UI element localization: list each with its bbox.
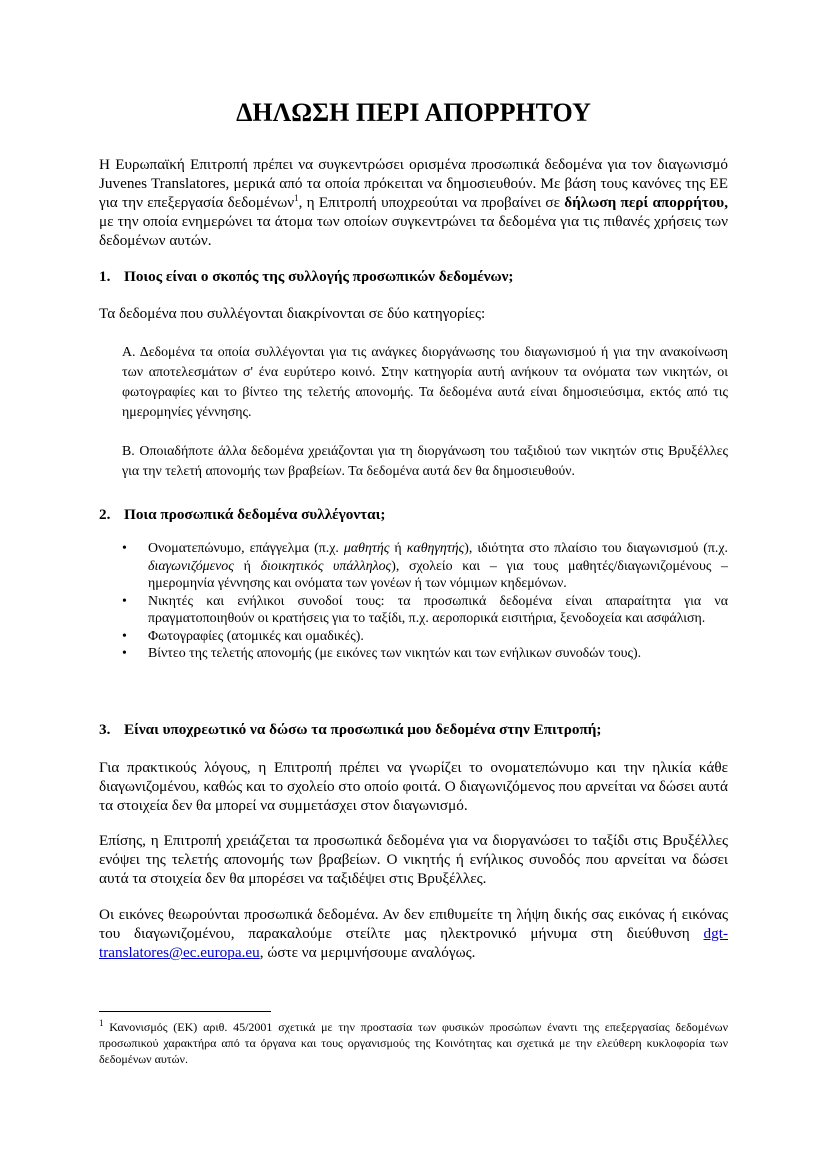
intro-paragraph	[99, 155, 728, 250]
intro-text-3: με την οποία ενημερώνει τα άτομα των οποίων συγκεντρώνει τα δεδομένα για τις πιθανές χρήσεις των δεδομένων αυτών.	[99, 213, 728, 249]
list-item: • Ονοματεπώνυμο, επάγγελμα (π.χ. μαθητής ή καθηγητής), ιδιότητα στο πλαίσιο του διαγωνισμού (π.χ. διαγωνιζόμενος ή διοικητικός υπάλληλος), σχολείο και – για τους μαθητές/διαγωνιζομένους – ημερομηνία γέννησης και ονόματα των γονέων ή των νόμιμων κηδεμόνων.	[122, 541, 728, 591]
footnote-text: Κανονισμός (ΕΚ) αριθ. 45/2001 σχετικά με την προστασία των φυσικών προσώπων έναντι της επεξεργασίας δεδομένων προσωπικού χαρακτήρα από τα όργανα και τους οργανισμούς της Κοινότητας και σχετικά με την ελεύθερη κυκλοφορία των δεδομένων αυτών.	[99, 1020, 728, 1066]
list-item: • Φωτογραφίες (ατομικές και ομαδικές).	[122, 628, 364, 644]
section-heading-text: Ποια προσωπικά δεδομένα συλλέγονται;	[124, 506, 386, 523]
list-item: • Βίντεο της τελετής απονομής (με εικόνες των νικητών και των ενήλικων συνοδών τους).	[122, 646, 642, 661]
footnote-reference[interactable]: 1	[294, 192, 299, 203]
footnote-divider	[99, 1011, 271, 1012]
email-link[interactable]: dgt-translatores@ec.europa.eu	[99, 925, 728, 961]
section-1-heading	[99, 267, 728, 286]
intro-text-1: Η Ευρωπαϊκή Επιτροπή πρέπει να συγκεντρώσει ορισμένα προσωπικά δεδομένα για τον διαγωνισμό Juvenes Translatores, μερικά από τα οποία πρόκειται να δημοσιευθούν. Με βάση τους κανόνες της ΕΕ για την επεξεργασία δεδομένων	[99, 156, 728, 211]
bullet-icon: •	[122, 593, 127, 609]
section-3-paragraph-3: Οι εικόνες θεωρούνται προσωπικά δεδομένα. Αν δεν επιθυμείτε τη λήψη δικής σας εικόνας ή εικόνας του διαγωνιζομένου, παρακαλούμε στείλτε μας ηλεκτρονικό μήνυμα στη διεύθυνση dgt-translatores@ec.europa.eu, ώστε να μεριμνήσουμε αναλόγως.	[99, 906, 728, 961]
footnote	[99, 1019, 728, 1067]
section-number: 2.	[99, 506, 111, 523]
section-heading-text: Ποιος είναι ο σκοπός της συλλογής προσωπικών δεδομένων;	[124, 268, 514, 285]
section-3-paragraph-2: Επίσης, η Επιτροπή χρειάζεται τα προσωπικά δεδομένα για να διοργανώσει το ταξίδι στις Βρυξέλλες ενόψει της τελετής απονομής των βραβείων. Ο νικητής ή ενήλικος συνοδός που αρνείται να δώσει αυτά τα στοιχεία δεν θα μπορέσει να ταξιδέψει στις Βρυξέλλες.	[99, 832, 728, 887]
section-2-heading	[99, 505, 728, 524]
section-number: 3.	[99, 721, 111, 738]
personal-data-list	[122, 540, 728, 663]
category-a-paragraph: Α. Δεδομένα τα οποία συλλέγονται για τις ανάγκες διοργάνωσης του διαγωνισμού ή για την ανακοίνωση των αποτελεσμάτων σ' ένα ευρύτερο κοινό. Στην κατηγορία αυτή ανήκουν τα ονόματα των νικητών, οι φωτογραφίες και το βίντεο της τελετής απονομής. Τα δεδομένα αυτά είναι δημοσιεύσιμα, εκτός από τις ημερομηνίες γέννησης.	[122, 345, 728, 420]
bullet-icon: •	[122, 541, 127, 556]
list-item: • Νικητές και ενήλικοι συνοδοί τους: τα προσωπικά δεδομένα είναι απαραίτητα για να πραγματοποιηθούν οι κρατήσεις για το ταξίδι, π.χ. αεροπορικά εισιτήρια, ξενοδοχεία και ασφάλιση.	[122, 593, 728, 626]
footnote-marker: 1	[99, 1018, 104, 1028]
bullet-icon: •	[122, 646, 127, 661]
bullet-icon: •	[122, 628, 127, 644]
intro-text-2: , η Επιτροπή υποχρεούται να προβαίνει σε	[298, 194, 565, 211]
page-title: ΔΗΛΩΣΗ ΠΕΡΙ ΑΠΟΡΡΗΤΟΥ	[236, 98, 591, 127]
category-b-paragraph: Β. Οποιαδήποτε άλλα δεδομένα χρειάζονται για τη διοργάνωση του ταξιδιού των νικητών στις Βρυξέλλες για την τελετή απονομής των βραβείων. Τα δεδομένα αυτά δεν θα δημοσιευθούν.	[122, 444, 728, 479]
section-3-paragraph-1: Για πρακτικούς λόγους, η Επιτροπή πρέπει να γνωρίζει το ονοματεπώνυμο και την ηλικία κάθε διαγωνιζομένου, καθώς και το σχολείο στο οποίο φοιτά. Ο διαγωνιζόμενος που αρνείται να δώσει αυτά τα στοιχεία δεν θα μπορεί να συμμετάσχει στον διαγωνισμό.	[99, 759, 728, 814]
section-number: 1.	[99, 268, 111, 285]
section-heading-text: Είναι υποχρεωτικό να δώσω τα προσωπικά μου δεδομένα στην Επιτροπή;	[124, 721, 602, 738]
section-3-heading	[99, 720, 728, 739]
section-1-lead: Τα δεδομένα που συλλέγονται διακρίνονται σε δύο κατηγορίες:	[99, 305, 486, 322]
intro-bold-text: δήλωση περί απορρήτου,	[564, 194, 728, 211]
